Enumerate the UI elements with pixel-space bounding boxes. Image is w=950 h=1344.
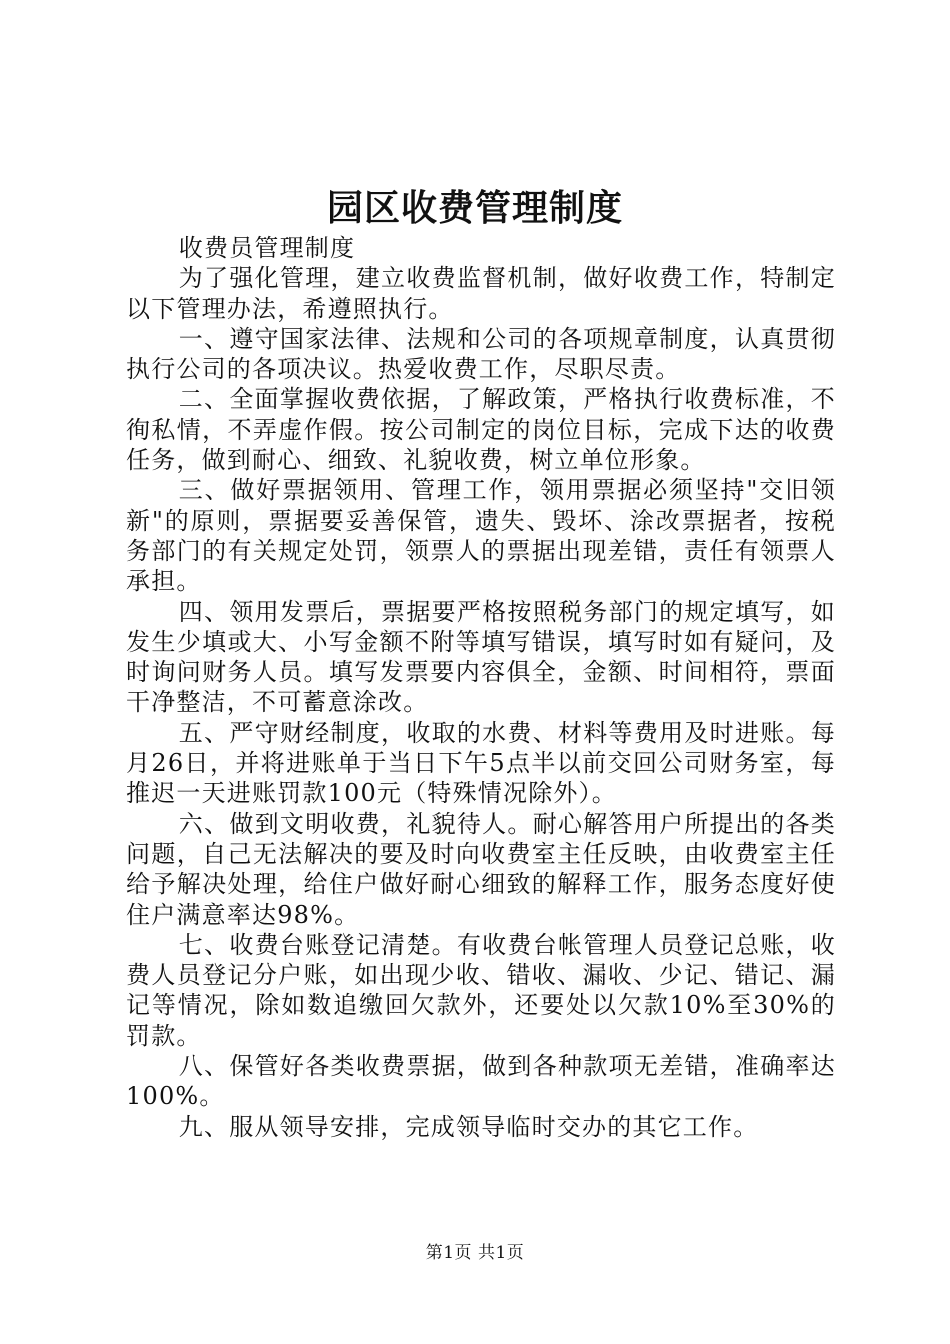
rule-paragraph-2: 二、全面掌握收费依据，了解政策，严格执行收费标准，不徇私情，不弄虚作假。按公司制定的岗位目标，完成下达的收费任务，做到耐心、细致、礼貌收费，树立单位形象。 (126, 385, 836, 475)
page-footer: 第1页 共1页 (425, 1243, 525, 1263)
rule-paragraph-4: 四、领用发票后，票据要严格按照税务部门的规定填写，如发生少填或大、小写金额不附等填写错误，填写时如有疑问，及时询问财务人员。填写发票要内容俱全，金额、时间相符，票面干净整洁，不可蓄意涂改。 (126, 597, 836, 717)
rule-paragraph-9: 九、服从领导安排，完成领导临时交办的其它工作。 (178, 1112, 759, 1141)
rule-paragraph-8: 八、保管好各类收费票据，做到各种款项无差错，准确率达100%。 (126, 1052, 836, 1111)
section-heading: 收费员管理制度 (178, 234, 356, 262)
document-title: 园区收费管理制度 (326, 187, 623, 229)
rule-paragraph-6: 六、做到文明收费，礼貌待人。耐心解答用户所提出的各类问题，自己无法解决的要及时向收费室主任反映，由收费室主任给予解决处理，给住户做好耐心细致的解释工作，服务态度好使住户满意率达98%。 (126, 809, 836, 929)
rule-paragraph-1: 一、遵守国家法律、法规和公司的各项规章制度，认真贯彻执行公司的各项决议。热爱收费工作，尽职尽责。 (126, 324, 836, 384)
intro-paragraph: 为了强化管理，建立收费监督机制，做好收费工作，特制定以下管理办法，希遵照执行。 (126, 264, 836, 323)
rule-paragraph-5: 五、严守财经制度，收取的水费、材料等费用及时进账。每月26日，并将进账单于当日下午5点半以前交回公司财务室，每推迟一天进账罚款100元（特殊情况除外）。 (126, 718, 836, 808)
document-body (126, 233, 836, 1142)
rule-paragraph-7: 七、收费台账登记清楚。有收费台帐管理人员登记总账，收费人员登记分户账，如出现少收、错收、漏收、少记、错记、漏记等情况，除如数追缴回欠款外，还要处以欠款10%至30%的罚款。 (126, 930, 836, 1050)
rule-paragraph-3: 三、做好票据领用、管理工作，领用票据必须坚持"交旧领新"的原则，票据要妥善保管，遗失、毁坏、涂改票据者，按税务部门的有关规定处罚，领票人的票据出现差错，责任有领票人承担。 (126, 476, 836, 596)
